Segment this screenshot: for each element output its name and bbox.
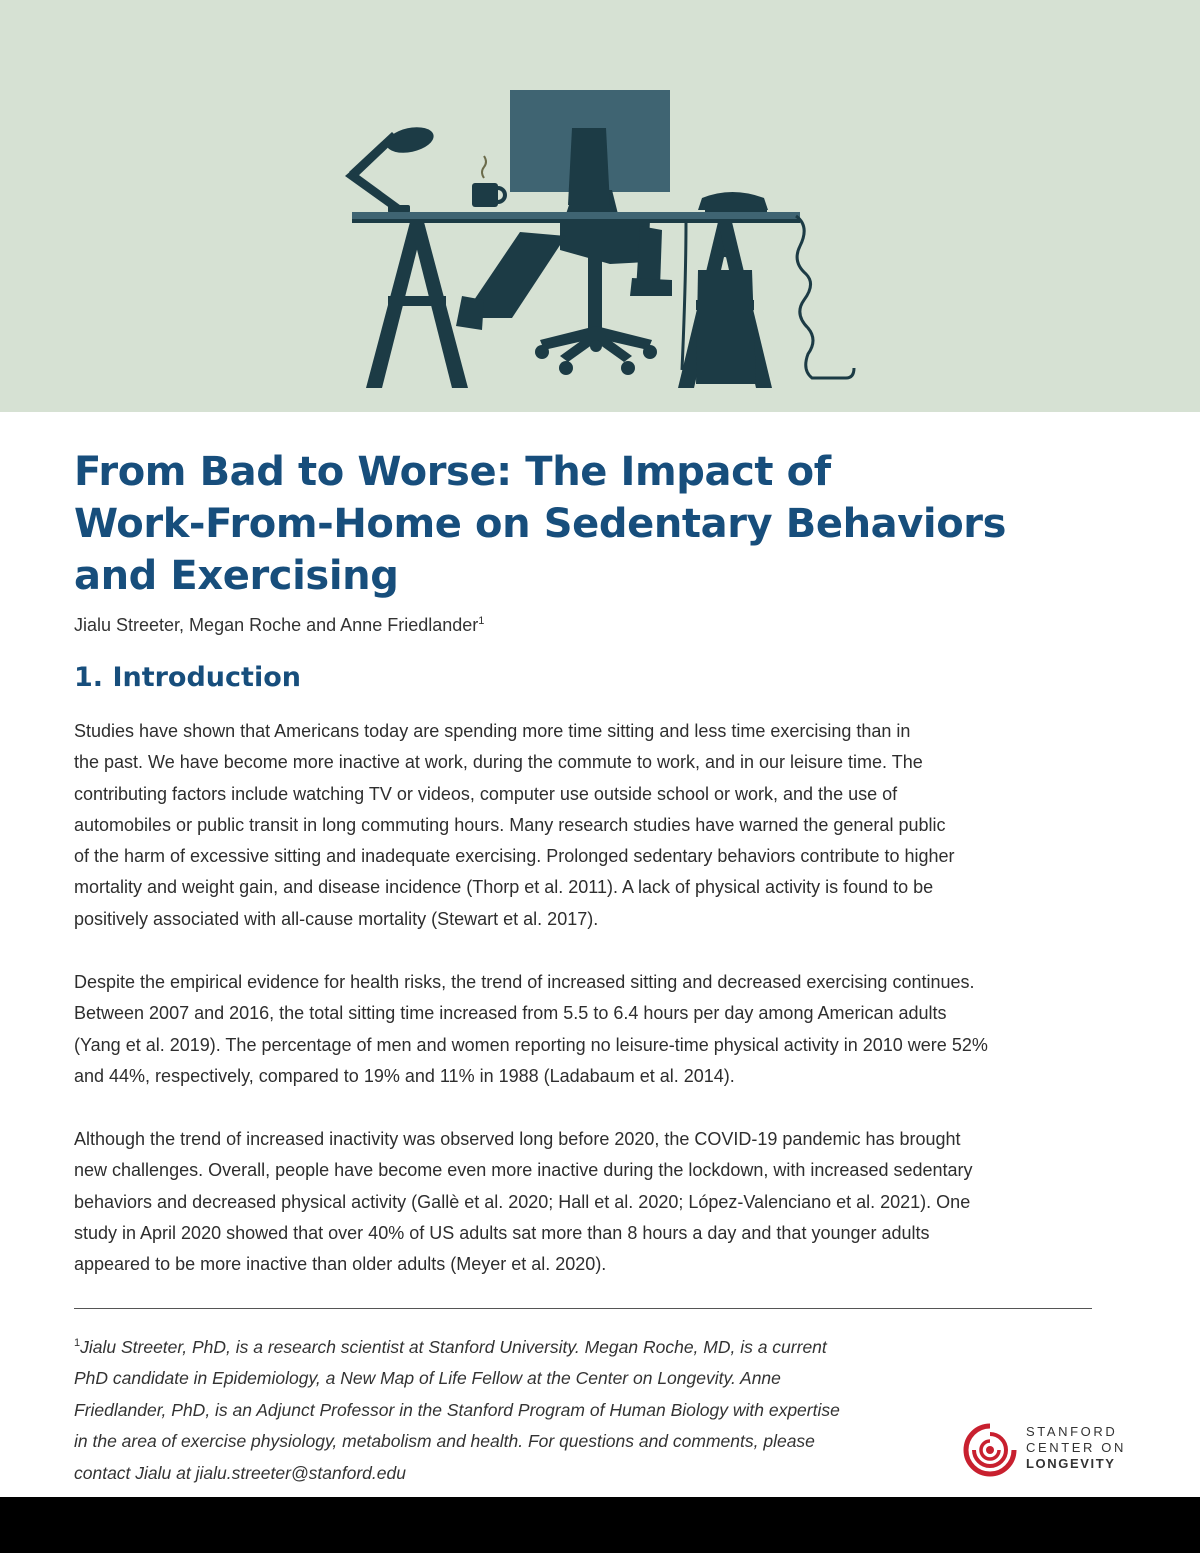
paragraph-intro-2 <box>74 967 1104 1092</box>
concentric-circles-logo-icon <box>960 1420 1020 1480</box>
stanford-center-on-longevity-logo <box>960 1420 1160 1480</box>
logo-line: LONGEVITY <box>1026 1456 1116 1471</box>
author-names: Jialu Streeter, Megan Roche and Anne Friedlander <box>74 615 479 635</box>
text-line: Between 2007 and 2016, the total sitting time increased from 5.5 to 6.4 hours per day among American adults <box>74 1003 947 1024</box>
footnote-divider <box>74 1308 1092 1309</box>
text-line: appeared to be more inactive than older adults (Meyer et al. 2020). <box>74 1254 607 1275</box>
footnote-marker: 1 <box>74 1337 81 1349</box>
title-line: From Bad to Worse: The Impact of <box>74 449 831 495</box>
text-line: automobiles or public transit in long commuting hours. Many research studies have warned the general public <box>74 814 946 835</box>
logo-line: CENTER ON <box>1026 1440 1126 1455</box>
author-list <box>74 615 484 636</box>
section-heading: 1. Introduction <box>74 662 301 693</box>
page-title <box>74 446 1154 602</box>
hero-banner <box>0 0 1200 412</box>
paragraph-intro-1 <box>74 716 1104 935</box>
footnote-text: Jialu Streeter, PhD, is a research scientist at Stanford University. Megan Roche, MD, is a current <box>80 1336 827 1357</box>
text-line: (Yang et al. 2019). The percentage of men and women reporting no leisure-time physical activity in 2010 were 52% <box>74 1034 988 1055</box>
text-line: contributing factors include watching TV or videos, computer use outside school or work, and the use of <box>74 783 898 804</box>
text-line: positively associated with all-cause mortality (Stewart et al. 2017). <box>74 908 599 929</box>
text-line: Despite the empirical evidence for health risks, the trend of increased sitting and decreased exercising continues. <box>74 972 975 992</box>
footnote-marker: 1 <box>478 615 485 627</box>
title-line: Work-From-Home on Sedentary Behaviors <box>74 501 1007 547</box>
logo-line: STANFORD <box>1026 1424 1118 1439</box>
footnote <box>74 1328 954 1489</box>
text-line: of the harm of excessive sitting and inadequate exercising. Prolonged sedentary behaviors contribute to higher <box>74 846 955 867</box>
text-line: new challenges. Overall, people have become even more inactive during the lockdown, with increased sedentary <box>74 1160 973 1181</box>
footnote-line: in the area of exercise physiology, metabolism and health. For questions and comments, please <box>74 1431 815 1452</box>
text-line: mortality and weight gain, and disease incidence (Thorp et al. 2011). A lack of physical activity is found to be <box>74 877 934 898</box>
text-line: the past. We have become more inactive at work, during the commute to work, and in our leisure time. The <box>74 752 923 773</box>
text-line: Studies have shown that Americans today are spending more time sitting and less time exercising than in <box>74 721 911 741</box>
paragraph-intro-3 <box>74 1124 1104 1280</box>
footnote-line: Friedlander, PhD, is an Adjunct Professor in the Stanford Program of Human Biology with expertise <box>74 1399 840 1420</box>
title-line: and Exercising <box>74 553 399 599</box>
logo-wordmark <box>1026 1424 1126 1472</box>
footnote-line: contact Jialu at jialu.streeter@stanford.edu <box>74 1462 406 1483</box>
desk-silhouette-icon <box>0 0 1200 412</box>
text-line: Although the trend of increased inactivity was observed long before 2020, the COVID-19 pandemic has brought <box>74 1129 961 1149</box>
text-line: study in April 2020 showed that over 40% of US adults sat more than 8 hours a day and that younger adults <box>74 1222 930 1243</box>
footnote-line: PhD candidate in Epidemiology, a New Map of Life Fellow at the Center on Longevity. Anne <box>74 1368 781 1389</box>
footnote-line <box>74 1328 954 1363</box>
text-line: behaviors and decreased physical activity (Gallè et al. 2020; Hall et al. 2020; López-Valenciano et al. 2021). One <box>74 1191 971 1212</box>
bottom-bar <box>0 1497 1200 1553</box>
text-line: and 44%, respectively, compared to 19% and 11% in 1988 (Ladabaum et al. 2014). <box>74 1065 735 1086</box>
